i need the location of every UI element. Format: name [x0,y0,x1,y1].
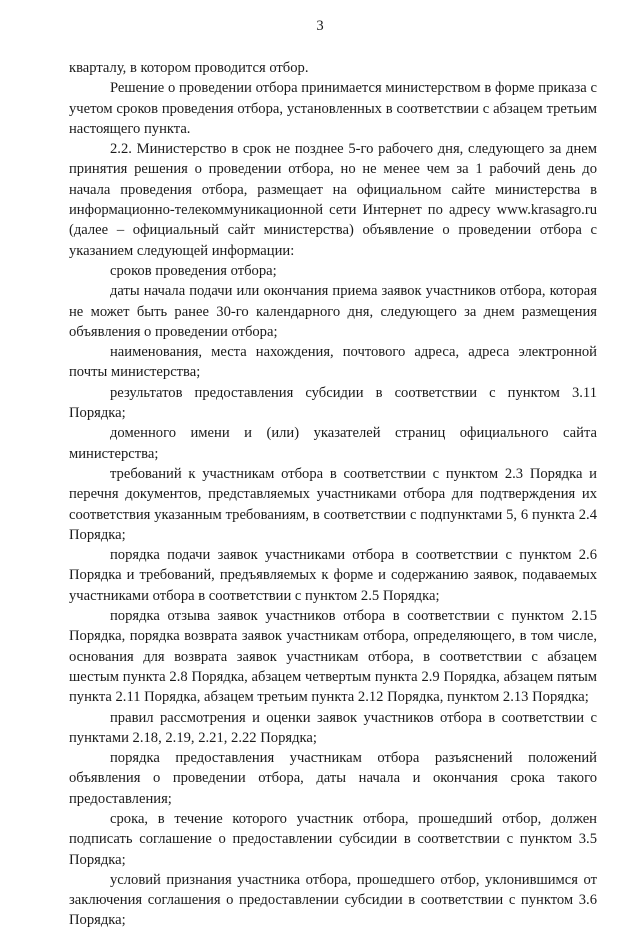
list-item-subsidy-results: результатов предоставления субсидии в соответствии с пунктом 3.11 Порядка; [69,384,597,422]
list-item-clarifications: порядка предоставления участникам отбора разъяснений положений объявления о проведении отбора, даты начала и окончания срока такого предоставления; [69,750,597,807]
paragraph-decision: Решение о проведении отбора принимается министерством в форме приказа с учетом сроков проведения отбора, установленных в соответствии с абзацем третьим настоящего пункта. [69,80,597,137]
list-item-application-dates: даты начала подачи или окончания приема заявок участников отбора, которая не может быть ранее 30-го календарного дня, следующего за днем размещения объявления о проведении отбора; [69,283,597,340]
paragraph-continuation: кварталу, в котором проводится отбор. [69,60,309,76]
list-item-selection-terms: сроков проведения отбора; [110,262,277,279]
page-number: 3 [316,18,324,34]
document-body [69,58,597,931]
list-item-evaluation-rules: правил рассмотрения и оценки заявок участников отбора в соответствии с пунктами 2.18, 2.19, 2.21, 2.22 Порядка; [69,709,597,746]
list-item-evasion-conditions: условий признания участника отбора, прошедшего отбор, уклонившимся от заключения соглашения о предоставлении субсидии в соответствии с пунктом 3.6 Порядка; [69,871,597,929]
paragraph-2-2: 2.2. Министерство в срок не позднее 5-го рабочего дня, следующего за днем принятия решения о проведении отбора, но не менее чем за 1 рабочий день до начала проведения отбора, размещает на официальном сайте министерства в информационно-телекоммуникационной сети Интернет по адресу www.krasagro.ru (далее – официальный сайт министерства) объявление о проведении отбора с указанием следующей информации: [69,141,597,259]
list-item-application-submission: порядка подачи заявок участниками отбора в соответствии с пунктом 2.6 Порядка и требований, предъявляемых к форме и содержанию заявок, подаваемых участниками отбора в соответствии с пунктом 2.5 Порядка; [69,547,597,604]
list-item-participant-requirements: требований к участникам отбора в соответствии с пунктом 2.3 Порядка и перечня документов, представляемых участниками отбора для подтверждения их соответствия указанным требованиям, в соответствии с подпунктами 5, 6 пункта 2.4 Порядка; [69,465,597,543]
list-item-ministry-contacts: наименования, места нахождения, почтового адреса, адреса электронной почты министерства; [69,344,597,381]
list-item-application-withdrawal: порядка отзыва заявок участников отбора в соответствии с пунктом 2.15 Порядка, порядка возврата заявок участникам отбора, определяющего, в том числе, основания для возврата заявок участникам отбора, в соответствии с абзацем шестым пункта 2.8 Порядка, абзацем четвертым пункта 2.9 Порядка, абзацем пятым пункта 2.11 Порядка, абзацем третьим пункта 2.12 Порядка, пунктом 2.13 Порядка; [69,608,597,706]
list-item-agreement-deadline: срока, в течение которого участник отбора, прошедший отбор, должен подписать соглашение о предоставлении субсидии в соответствии с пунктом 3.5 Порядка; [69,810,597,868]
list-item-domain-name: доменного имени и (или) указателей страниц официального сайта министерства; [69,425,597,462]
